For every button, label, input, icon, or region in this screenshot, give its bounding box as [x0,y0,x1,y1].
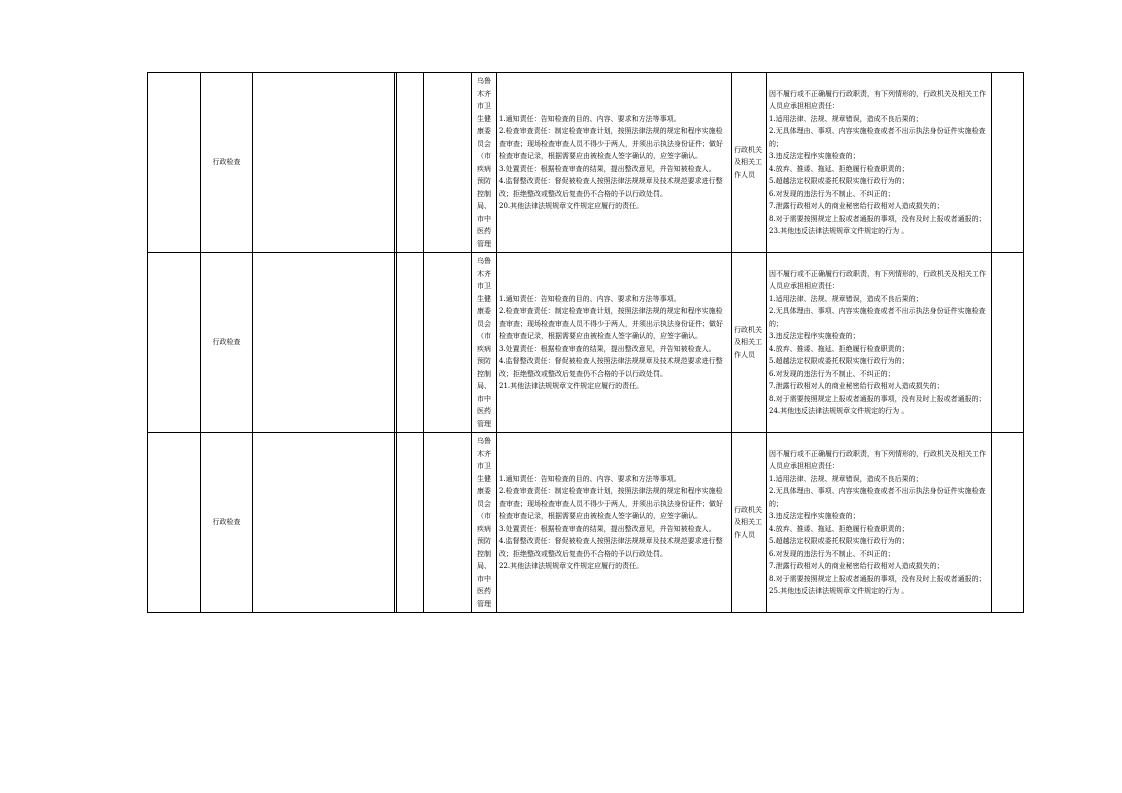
duty-item: 22.其他法律法规规章文件规定应履行的责任。 [499,562,644,570]
duty-item: 20.其他法律法规规章文件规定应履行的责任。 [499,202,644,210]
empty-cell [253,433,395,613]
liability-item: 25.其他违反法律法规规章文件规定的行为 。 [769,587,909,595]
subject-fragment: 疾病 [477,524,491,533]
liability-item: 因不履行或不正确履行行政职责，有下列情形的，行政机关及相关工作人员应承担相应责任： [769,269,986,290]
liability-item: 2.无具体理由、事项、内容实施检查或者不出示执法身份证件实施检查的； [769,487,986,508]
subject-fragment: 员会 [477,139,491,148]
subject-fragment: 管理 [477,239,491,248]
empty-cell [424,73,472,253]
liability-item: 7.泄露行政相对人的商业秘密给行政相对人造成损失的； [769,562,944,570]
subject-fragment: （市 [477,512,491,520]
duty-list [497,253,732,433]
duty-item: 3.处置责任：根据检查审查的结果，提出整改意见，并告知被检查人。 [499,164,716,173]
subject-fragment: 乌鲁 [477,437,491,445]
subject-fragment: 控制 [477,549,491,558]
subject-fragment: 医药 [477,407,491,415]
liability-item: 4.放弃、推诿、拖延、拒绝履行检查职责的； [769,344,909,353]
subject-fragment: 乌鲁 [477,257,491,265]
liability-item: 7.泄露行政相对人的商业秘密给行政相对人造成损失的； [769,202,944,210]
subject-fragment: 管理 [477,419,491,428]
duty-item: 3.处置责任：根据检查审查的结果，提出整改意见，并告知被检查人。 [499,524,716,533]
subject-fragment: 木齐 [477,89,491,98]
liability-item: 3.违反法定程序实施检查的； [769,512,860,520]
subject-fragment: 局、 [477,382,491,390]
subject-fragment: （市 [477,152,491,160]
subject-fragment: 市卫 [477,102,491,110]
liability-item: 3.违反法定程序实施检查的； [769,152,860,160]
liability-item: 6.对发现的违法行为不制止、不纠正的； [769,189,895,198]
liability-item: 6.对发现的违法行为不制止、不纠正的； [769,549,895,558]
empty-cell [397,73,424,253]
subject-fragment: 局、 [477,562,491,570]
liability-item: 1.适用法律、法规、规章错误，造成不良后果的； [769,114,923,123]
duty-list [497,433,732,613]
empty-cell [148,433,201,613]
inspection-type: 行政检查 [201,73,253,253]
subject-fragment: 木齐 [477,269,491,278]
inspection-type: 行政检查 [201,253,253,433]
liability-item: 7.泄露行政相对人的商业秘密给行政相对人造成损失的； [769,382,944,390]
table-row [148,433,1024,613]
liability-item: 23.其他违反法律法规规章文件规定的行为 。 [769,227,909,235]
duty-item: 2.检查审查责任：制定检查审查计划，按照法律法规的规定和程序实施检查审查；现场检查审查人员不得少于两人，并须出示执法身份证件；做好检查审查记录，根据需要应由被检查人签字确认的，应签字确认。 [499,307,723,340]
subject-fragment: 管理 [477,599,491,608]
liability-item: 5.超越法定权限或委托权限实施行政行为的； [769,537,909,545]
empty-cell [992,73,1024,253]
subject-fragment: 疾病 [477,164,491,173]
empty-cell [397,253,424,433]
liability-item: 1.适用法律、法规、规章错误，造成不良后果的； [769,294,923,303]
subject-fragment: （市 [477,332,491,340]
subject-fragment: 医药 [477,587,491,595]
liability-item: 8.对于需要按照规定上报或者通报的事项，没有及时上报或者通报的； [769,394,986,403]
liability-item: 6.对发现的违法行为不制止、不纠正的； [769,369,895,378]
empty-cell [397,433,424,613]
duty-item: 2.检查审查责任：制定检查审查计划，按照法律法规的规定和程序实施检查审查；现场检查审查人员不得少于两人，并须出示执法身份证件；做好检查审查记录，根据需要应由被检查人签字确认的，应签字确认。 [499,127,723,160]
subject-fragment: 市中 [477,574,491,583]
subject-fragment: 员会 [477,499,491,508]
empty-cell [148,73,201,253]
subject-fragment: 疾病 [477,344,491,353]
duty-list [497,73,732,253]
subject-fragment: 康委 [477,307,491,315]
subject-text [472,435,496,610]
duty-item: 21.其他法律法规规章文件规定应履行的责任。 [499,382,644,390]
responsible-subject [472,433,497,613]
liability-item: 5.超越法定权限或委托权限实施行政行为的； [769,357,909,365]
responsible-party: 行政机关及相关工作人员 [732,433,767,613]
duty-item: 1.通知责任：告知检查的目的、内容、要求和方法等事项。 [499,114,681,123]
subject-fragment: 市卫 [477,282,491,290]
duty-item: 4.监督整改责任：督促被检查人按照法律法规规章及技术规范要求进行整改；拒绝整改或整改后复查仍不合格的予以行政处罚。 [499,357,723,378]
liability-list [767,253,992,433]
liability-list [767,433,992,613]
empty-cell [253,73,395,253]
liability-item: 2.无具体理由、事项、内容实施检查或者不出示执法身份证件实施检查的； [769,307,986,328]
empty-cell [424,433,472,613]
subject-fragment: 预防 [477,357,491,365]
subject-fragment: 局、 [477,202,491,210]
subject-fragment: 市中 [477,214,491,223]
empty-cell [148,253,201,433]
table-row [148,73,1024,253]
subject-fragment: 控制 [477,369,491,378]
subject-fragment: 康委 [477,127,491,135]
liability-item: 8.对于需要按照规定上报或者通报的事项，没有及时上报或者通报的； [769,574,986,583]
subject-fragment: 预防 [477,537,491,545]
liability-item: 4.放弃、推诿、拖延、拒绝履行检查职责的； [769,524,909,533]
liability-item: 8.对于需要按照规定上报或者通报的事项，没有及时上报或者通报的； [769,214,986,223]
duty-item: 4.监督整改责任：督促被检查人按照法律法规规章及技术规范要求进行整改；拒绝整改或整改后复查仍不合格的予以行政处罚。 [499,537,723,558]
empty-cell [424,253,472,433]
responsible-party: 行政机关及相关工作人员 [732,253,767,433]
subject-fragment: 生健 [477,474,491,483]
subject-text [472,75,496,250]
liability-item: 24.其他违反法律法规规章文件规定的行为 。 [769,407,909,415]
responsible-party: 行政机关及相关工作人员 [732,73,767,253]
duty-item: 1.通知责任：告知检查的目的、内容、要求和方法等事项。 [499,294,681,303]
subject-fragment: 生健 [477,114,491,123]
table-body [148,73,1024,613]
subject-fragment: 乌鲁 [477,77,491,85]
empty-cell [253,253,395,433]
subject-fragment: 控制 [477,189,491,198]
liability-item: 4.放弃、推诿、拖延、拒绝履行检查职责的； [769,164,909,173]
subject-fragment: 市中 [477,394,491,403]
liability-item: 2.无具体理由、事项、内容实施检查或者不出示执法身份证件实施检查的； [769,127,986,148]
subject-fragment: 康委 [477,487,491,495]
liability-item: 因不履行或不正确履行行政职责，有下列情形的，行政机关及相关工作人员应承担相应责任： [769,449,986,470]
empty-cell [992,253,1024,433]
subject-fragment: 生健 [477,294,491,303]
subject-fragment: 员会 [477,319,491,328]
duty-item: 3.处置责任：根据检查审查的结果，提出整改意见，并告知被检查人。 [499,344,716,353]
responsibility-table [147,72,1024,613]
subject-text [472,255,496,430]
responsible-subject [472,253,497,433]
empty-cell [992,433,1024,613]
subject-fragment: 木齐 [477,449,491,458]
inspection-type: 行政检查 [201,433,253,613]
subject-fragment: 市卫 [477,462,491,470]
responsible-subject [472,73,497,253]
duty-item: 1.通知责任：告知检查的目的、内容、要求和方法等事项。 [499,474,681,483]
duty-item: 2.检查审查责任：制定检查审查计划，按照法律法规的规定和程序实施检查审查；现场检查审查人员不得少于两人，并须出示执法身份证件；做好检查审查记录，根据需要应由被检查人签字确认的，应签字确认。 [499,487,723,520]
liability-item: 5.超越法定权限或委托权限实施行政行为的； [769,177,909,185]
subject-fragment: 预防 [477,177,491,185]
table-row [148,253,1024,433]
liability-item: 3.违反法定程序实施检查的； [769,332,860,340]
duty-item: 4.监督整改责任：督促被检查人按照法律法规规章及技术规范要求进行整改；拒绝整改或整改后复查仍不合格的予以行政处罚。 [499,177,723,198]
subject-fragment: 医药 [477,227,491,235]
liability-item: 1.适用法律、法规、规章错误，造成不良后果的； [769,474,923,483]
liability-list [767,73,992,253]
liability-item: 因不履行或不正确履行行政职责，有下列情形的，行政机关及相关工作人员应承担相应责任： [769,89,986,110]
